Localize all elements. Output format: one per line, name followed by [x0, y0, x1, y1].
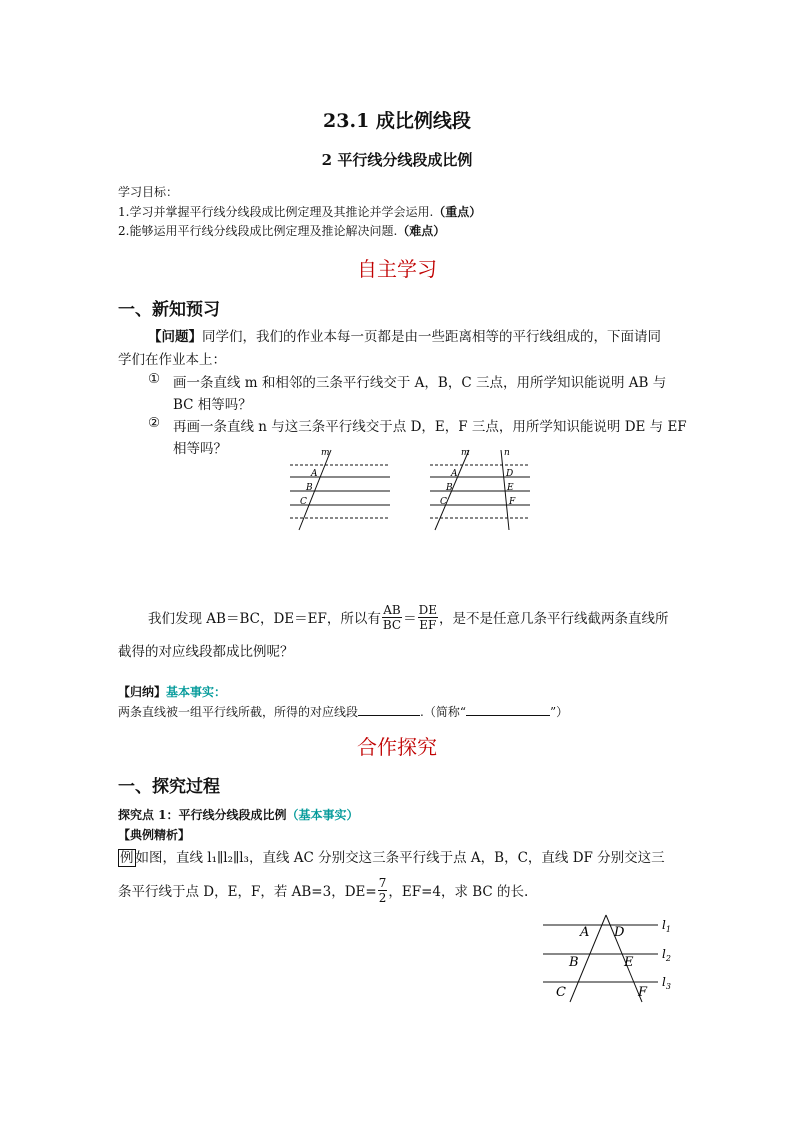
fig1-label-m: m [321, 448, 330, 458]
fig1-label-b: B [306, 483, 313, 493]
exploration-point-1-text: 探究点 1：平行线分线段成比例 [118, 808, 287, 822]
fig3-label-d: D [614, 925, 625, 940]
fraction-seven-halves [378, 876, 388, 905]
fig2-label-m: m [461, 448, 470, 458]
page-subtitle: 2 平行线分线段成比例 [321, 151, 473, 169]
fraction-de-ef-num: DE [418, 602, 437, 617]
objective-1-text: 1.学习并掌握平行线分线段成比例定理及其推论并学会运用. [118, 205, 434, 219]
fraction-ab-bc-den: BC [382, 617, 402, 632]
page-title: 23.1 成比例线段 [323, 110, 471, 132]
discovery-post: ，是不是任意几条平行线截两条直线所 [439, 611, 669, 627]
summary-blank-1[interactable] [358, 703, 420, 716]
question-line-2: 学们在作业本上： [118, 352, 226, 368]
example-label: 【典例精析】 [118, 828, 191, 842]
fig3-label-a: A [580, 925, 590, 940]
equals-sign: ＝ [403, 611, 417, 627]
fig2-label-c: C [440, 497, 447, 507]
step-2-line-2: 相等吗？ [173, 441, 227, 457]
fig3-label-l2-main: l [662, 947, 666, 961]
fig3-label-l2 [662, 947, 671, 963]
example-line-2 [118, 872, 528, 908]
discovery-pre: 我们发现 AB＝BC，DE＝EF，所以有 [148, 611, 381, 627]
step-1-line-1: 画一条直线 m 和相邻的三条平行线交于 A，B，C 三点，用所学知识能说明 AB 与 [173, 375, 667, 391]
objectives-heading: 学习目标： [118, 185, 179, 199]
fig3-label-l2-sub: 2 [665, 954, 671, 963]
fig2-label-n: n [504, 448, 510, 458]
fraction-ab-bc-num: AB [383, 602, 401, 617]
summary-post: ”） [549, 705, 569, 719]
step-1-line-2: BC 相等吗？ [173, 397, 252, 413]
discovery-line-2: 截得的对应线段都成比例呢？ [118, 644, 294, 660]
question-line-1 [148, 325, 661, 345]
section-exploration: 一、探究过程 [118, 777, 220, 797]
fig3-label-l3-sub: 3 [665, 982, 671, 991]
fraction-de-ef-den: EF [419, 617, 437, 632]
fig3-label-c: C [556, 985, 566, 1000]
exploration-point-1 [118, 806, 359, 823]
figure-example-triangle [538, 912, 688, 1007]
fig3-label-l1-sub: 1 [665, 925, 671, 934]
figure-parallel-lines-mn [425, 445, 535, 535]
step-1-mark: ① [148, 371, 161, 387]
fraction-ab-bc [382, 603, 402, 632]
fig3-label-l3 [662, 975, 671, 991]
discovery-line-1 [148, 599, 669, 635]
objective-1-tag: （重点） [433, 205, 482, 219]
example-line-1 [118, 846, 665, 866]
fig1-label-c: C [300, 497, 307, 507]
question-label: 【问题】 [148, 329, 202, 345]
summary-pre: 两条直线被一组平行线所截，所得的对应线段 [118, 705, 359, 719]
cooperation-heading: 合作探究 [357, 735, 437, 759]
fraction-seven-halves-den: 2 [378, 890, 387, 905]
objective-1 [118, 203, 481, 220]
fig3-label-l1 [662, 918, 671, 934]
question-text-1: 同学们，我们的作业本每一页都是由一些距离相等的平行线组成的，下面请同 [202, 329, 661, 345]
objective-2-text: 2.能够运用平行线分线段成比例定理及推论解决问题. [118, 224, 398, 238]
figure-parallel-lines-m [285, 445, 395, 535]
fig2-label-d: D [506, 469, 514, 479]
fig3-label-f: F [638, 985, 648, 1000]
objective-2-tag: （难点） [397, 224, 446, 238]
summary-blank-2[interactable] [466, 703, 550, 716]
section-new-knowledge: 一、新知预习 [118, 300, 220, 320]
fig3-label-b: B [569, 955, 579, 970]
summary-line-1 [118, 683, 226, 700]
example-mark: 例 [120, 850, 134, 866]
step-2-line-1: 再画一条直线 n 与这三条平行线交于点 D，E，F 三点，用所学知识能说明 DE 与 EF [173, 419, 687, 435]
objective-2 [118, 222, 445, 239]
summary-mid: .（简称“ [420, 705, 466, 719]
example-text-2-pre: 条平行线于点 D，E，F，若 AB=3，DE= [118, 884, 377, 900]
fig1-label-a: A [311, 469, 318, 479]
fig2-label-f: F [509, 497, 516, 507]
example-text-1: 如图，直线 l₁∥l₂∥l₃，直线 AC 分别交这三条平行线于点 A，B，C，直线 DF 分别交这三 [135, 850, 665, 866]
fraction-seven-halves-num: 7 [378, 875, 387, 890]
example-text-2-post: ，EF=4，求 BC 的长. [388, 884, 529, 900]
step-2-mark: ② [148, 415, 161, 431]
fig3-label-l1-main: l [662, 918, 666, 932]
fig2-label-e: E [507, 483, 514, 493]
exploration-point-1-tag: （基本事实） [286, 808, 359, 822]
fig2-label-b: B [446, 483, 453, 493]
self-study-heading: 自主学习 [357, 257, 437, 281]
summary-label: 【归纳】 [118, 685, 167, 699]
summary-teal: 基本事实： [166, 685, 227, 699]
fig2-label-a: A [451, 469, 458, 479]
fig3-label-e: E [624, 955, 634, 970]
summary-line-2 [118, 703, 568, 720]
fig3-label-l3-main: l [662, 975, 666, 989]
fraction-de-ef [418, 603, 438, 632]
